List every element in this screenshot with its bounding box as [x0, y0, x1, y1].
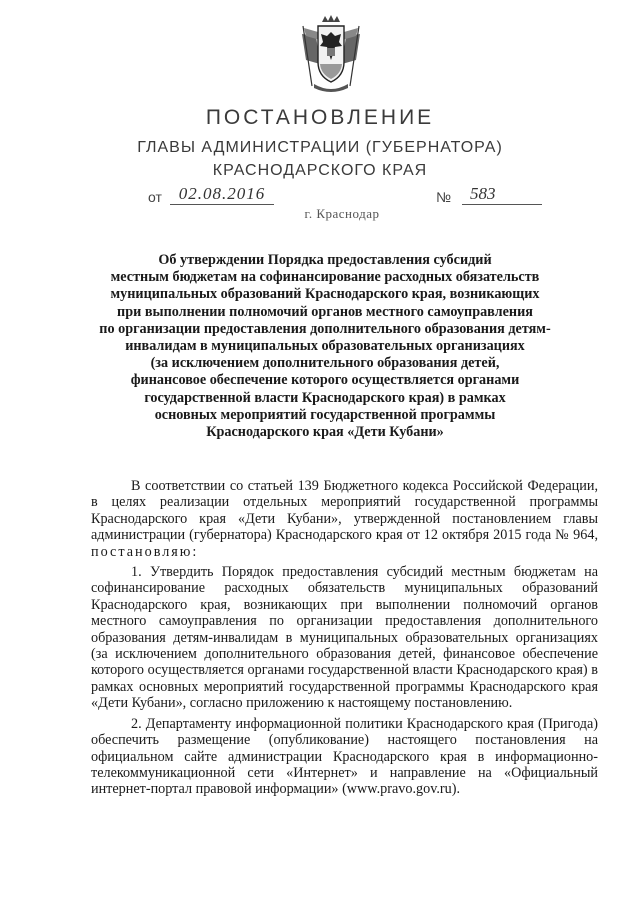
- title-line: Краснодарского края «Дети Кубани»: [206, 424, 444, 441]
- krasnodar-coat-of-arms-icon: [298, 14, 364, 94]
- title-line: при выполнении полномочий органов местного самоуправления: [117, 303, 533, 320]
- title-line: по организации предоставления дополнительного образования детям-: [99, 320, 551, 337]
- item-1-paragraph: 1. Утвердить Порядок предоставления субсидий местным бюджетам на софинансирование расходных обязательств муниципальных образований Краснодарского края, возникающих при выполнении полномочий органов местного самоуправления по организации предоставления дополнительного образования детям-инвалидам в муниципальных образовательных организациях (за исключением дополнительного образования детей, финансовое обеспечение которого осуществляется органами государственной власти Краснодарского края) в рамках основных мероприятий государственной программы Краснодарского края «Дети Кубани», согласно приложению к настоящему постановлению.: [91, 564, 598, 712]
- title-line: Об утверждении Порядка предоставления субсидий: [158, 252, 492, 268]
- preamble-paragraph: [91, 478, 598, 560]
- number-prefix: №: [436, 189, 452, 205]
- document-type-heading: ПОСТАНОВЛЕНИЕ: [205, 106, 435, 129]
- issuer-line-2: КРАСНОДАРСКОГО КРАЯ: [212, 162, 428, 179]
- title-line: государственной власти Краснодарского края) в рамках: [144, 389, 506, 406]
- item-2-paragraph: 2. Департаменту информационной политики Краснодарского края (Пригода) обеспечить размещение (опубликование) настоящего постановления на официальном сайте администрации Краснодарского края в информационно-телекоммуникационной сети «Интернет» и направление на «Официальный интернет-портал правовой информации» (www.pravo.gov.ru).: [91, 715, 598, 798]
- preamble-text: В соответствии со статьей 139 Бюджетного кодекса Российской Федерации, в целях реализации отдельных мероприятий государственной программы Краснодарского края «Дети Кубани», утвержденной постановлением главы администрации (губернатора) Краснодарского края от 12 октября 2015 года № 964,: [91, 478, 598, 544]
- title-line: (за исключением дополнительного образования детей,: [150, 355, 500, 372]
- title-line: основных мероприятий государственной программы: [154, 406, 496, 423]
- decree-word: постановляю:: [91, 543, 199, 560]
- title-line: финансовое обеспечение которого осуществляется органами: [130, 372, 520, 389]
- document-number: 583: [462, 184, 542, 205]
- title-line: инвалидам в муниципальных образовательных организациях: [125, 338, 525, 355]
- document-body: [91, 478, 598, 802]
- title-line: местным бюджетам на софинансирование расходных обязательств: [110, 269, 540, 286]
- document-city: г. Краснодар: [304, 206, 380, 221]
- issuer-line-1: ГЛАВЫ АДМИНИСТРАЦИИ (ГУБЕРНАТОРА): [137, 139, 503, 156]
- date-prefix: от: [148, 189, 162, 205]
- document-title: [90, 252, 560, 441]
- title-line: муниципальных образований Краснодарского края, возникающих: [110, 286, 540, 303]
- document-date: 02.08.2016: [170, 184, 274, 205]
